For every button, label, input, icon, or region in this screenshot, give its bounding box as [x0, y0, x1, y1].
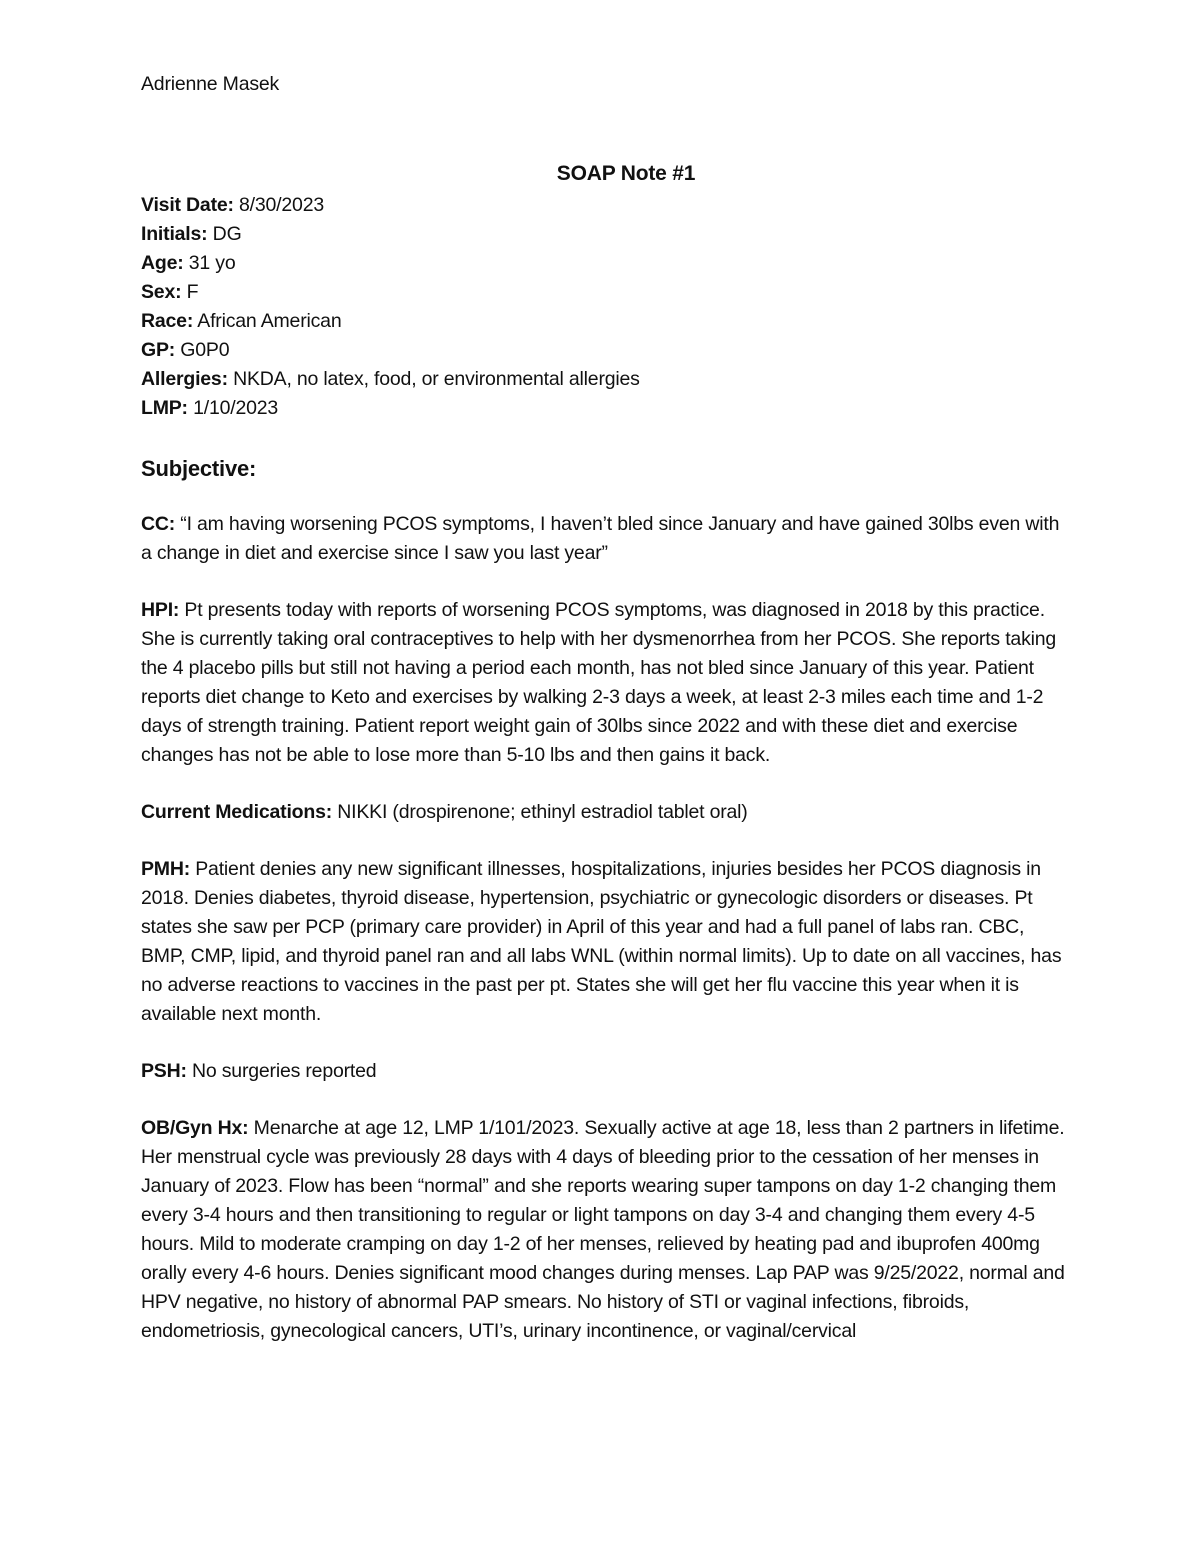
- lmp-value: 1/10/2023: [187, 397, 279, 419]
- history-present-illness: [141, 596, 1071, 770]
- pmh-text: Patient denies any new significant illnesses, hospitalizations, injuries besides her PCOS diagnosis in 2018. Denies diabetes, thyroid disease, hypertension, psychiatric or gynecologic disorders or diseases. Pt states she saw per PCP (primary care provider) in April of this year and had a full panel of labs ran. CBC, BMP, CMP, lipid, and thyroid panel ran and all labs WNL (within normal limits). Up to date on all vaccines, has no adverse reactions to vaccines in the past per pt. States she will get her flu vaccine this year when it is available next month.: [141, 858, 1062, 1025]
- sex-label: Sex:: [141, 281, 182, 303]
- cc-label: CC:: [141, 513, 176, 535]
- sex-row: [141, 278, 1071, 307]
- visit-date-label: Visit Date:: [141, 194, 234, 216]
- obgyn-label: OB/Gyn Hx:: [141, 1117, 249, 1139]
- ob-gyn-history: [141, 1114, 1071, 1346]
- age-value: 31 yo: [183, 252, 236, 274]
- document-title: SOAP Note #1: [556, 162, 696, 185]
- age-label: Age:: [141, 252, 184, 274]
- hpi-label: HPI:: [141, 599, 180, 621]
- race-label: Race:: [141, 310, 194, 332]
- gp-value: G0P0: [175, 339, 230, 361]
- current-medications: [141, 798, 1071, 827]
- initials-row: [141, 220, 1071, 249]
- race-value: African American: [193, 310, 342, 332]
- author-name: Adrienne Masek: [141, 73, 280, 95]
- allergies-value: NKDA, no latex, food, or environmental allergies: [227, 368, 640, 390]
- patient-info-list: [141, 191, 1071, 423]
- obgyn-text: Menarche at age 12, LMP 1/101/2023. Sexually active at age 18, less than 2 partners in lifetime. Her menstrual cycle was previously 28 days with 4 days of bleeding prior to the cessation of her menses in January of 2023. Flow has been “normal” and she reports wearing super tampons on day 1-2 changing them every 3-4 hours and then transitioning to regular or light tampons on day 3-4 and changing them every 4-5 hours. Mild to moderate cramping on day 1-2 of her menses, relieved by heating pad and ibuprofen 400mg orally every 4-6 hours. Denies significant mood changes during menses. Lap PAP was 9/25/2022, normal and HPV negative, no history of abnormal PAP smears. No history of STI or vaginal infections, fibroids, endometriosis, gynecological cancers, UTI’s, urinary incontinence, or vaginal/cervical: [141, 1117, 1065, 1342]
- lmp-label: LMP:: [141, 397, 188, 419]
- lmp-row: [141, 394, 1071, 423]
- cc-text: “I am having worsening PCOS symptoms, I haven’t bled since January and have gained 30lbs even with a change in diet and exercise since I saw you last year”: [141, 513, 1060, 564]
- visit-date-row: [141, 191, 1071, 220]
- allergies-row: [141, 365, 1071, 394]
- document-content: [141, 70, 1071, 1346]
- allergies-label: Allergies:: [141, 368, 228, 390]
- medications-text: NIKKI (drospirenone; ethinyl estradiol tablet oral): [332, 801, 748, 823]
- psh-text: No surgeries reported: [186, 1060, 377, 1082]
- sex-value: F: [181, 281, 199, 303]
- gp-row: [141, 336, 1071, 365]
- initials-value: DG: [207, 223, 242, 245]
- hpi-text: Pt presents today with reports of worsening PCOS symptoms, was diagnosed in 2018 by this practice. She is currently taking oral contraceptives to help with her dysmenorrhea from her PCOS. She reports taking the 4 placebo pills but still not having a period each month, has not bled since January of this year. Patient reports diet change to Keto and exercises by walking 2-3 days a week, at least 2-3 miles each time and 1-2 days of strength training. Patient report weight gain of 30lbs since 2022 and with these diet and exercise changes has not be able to lose more than 5-10 lbs and then gains it back.: [141, 599, 1057, 766]
- race-row: [141, 307, 1071, 336]
- chief-complaint: [141, 510, 1071, 568]
- subjective-heading: Subjective:: [141, 456, 257, 481]
- visit-date-value: 8/30/2023: [233, 194, 324, 216]
- age-row: [141, 249, 1071, 278]
- psh-label: PSH:: [141, 1060, 187, 1082]
- past-medical-history: [141, 855, 1071, 1029]
- initials-label: Initials:: [141, 223, 208, 245]
- past-surgical-history: [141, 1057, 1071, 1086]
- medications-label: Current Medications:: [141, 801, 333, 823]
- gp-label: GP:: [141, 339, 176, 361]
- pmh-label: PMH:: [141, 858, 191, 880]
